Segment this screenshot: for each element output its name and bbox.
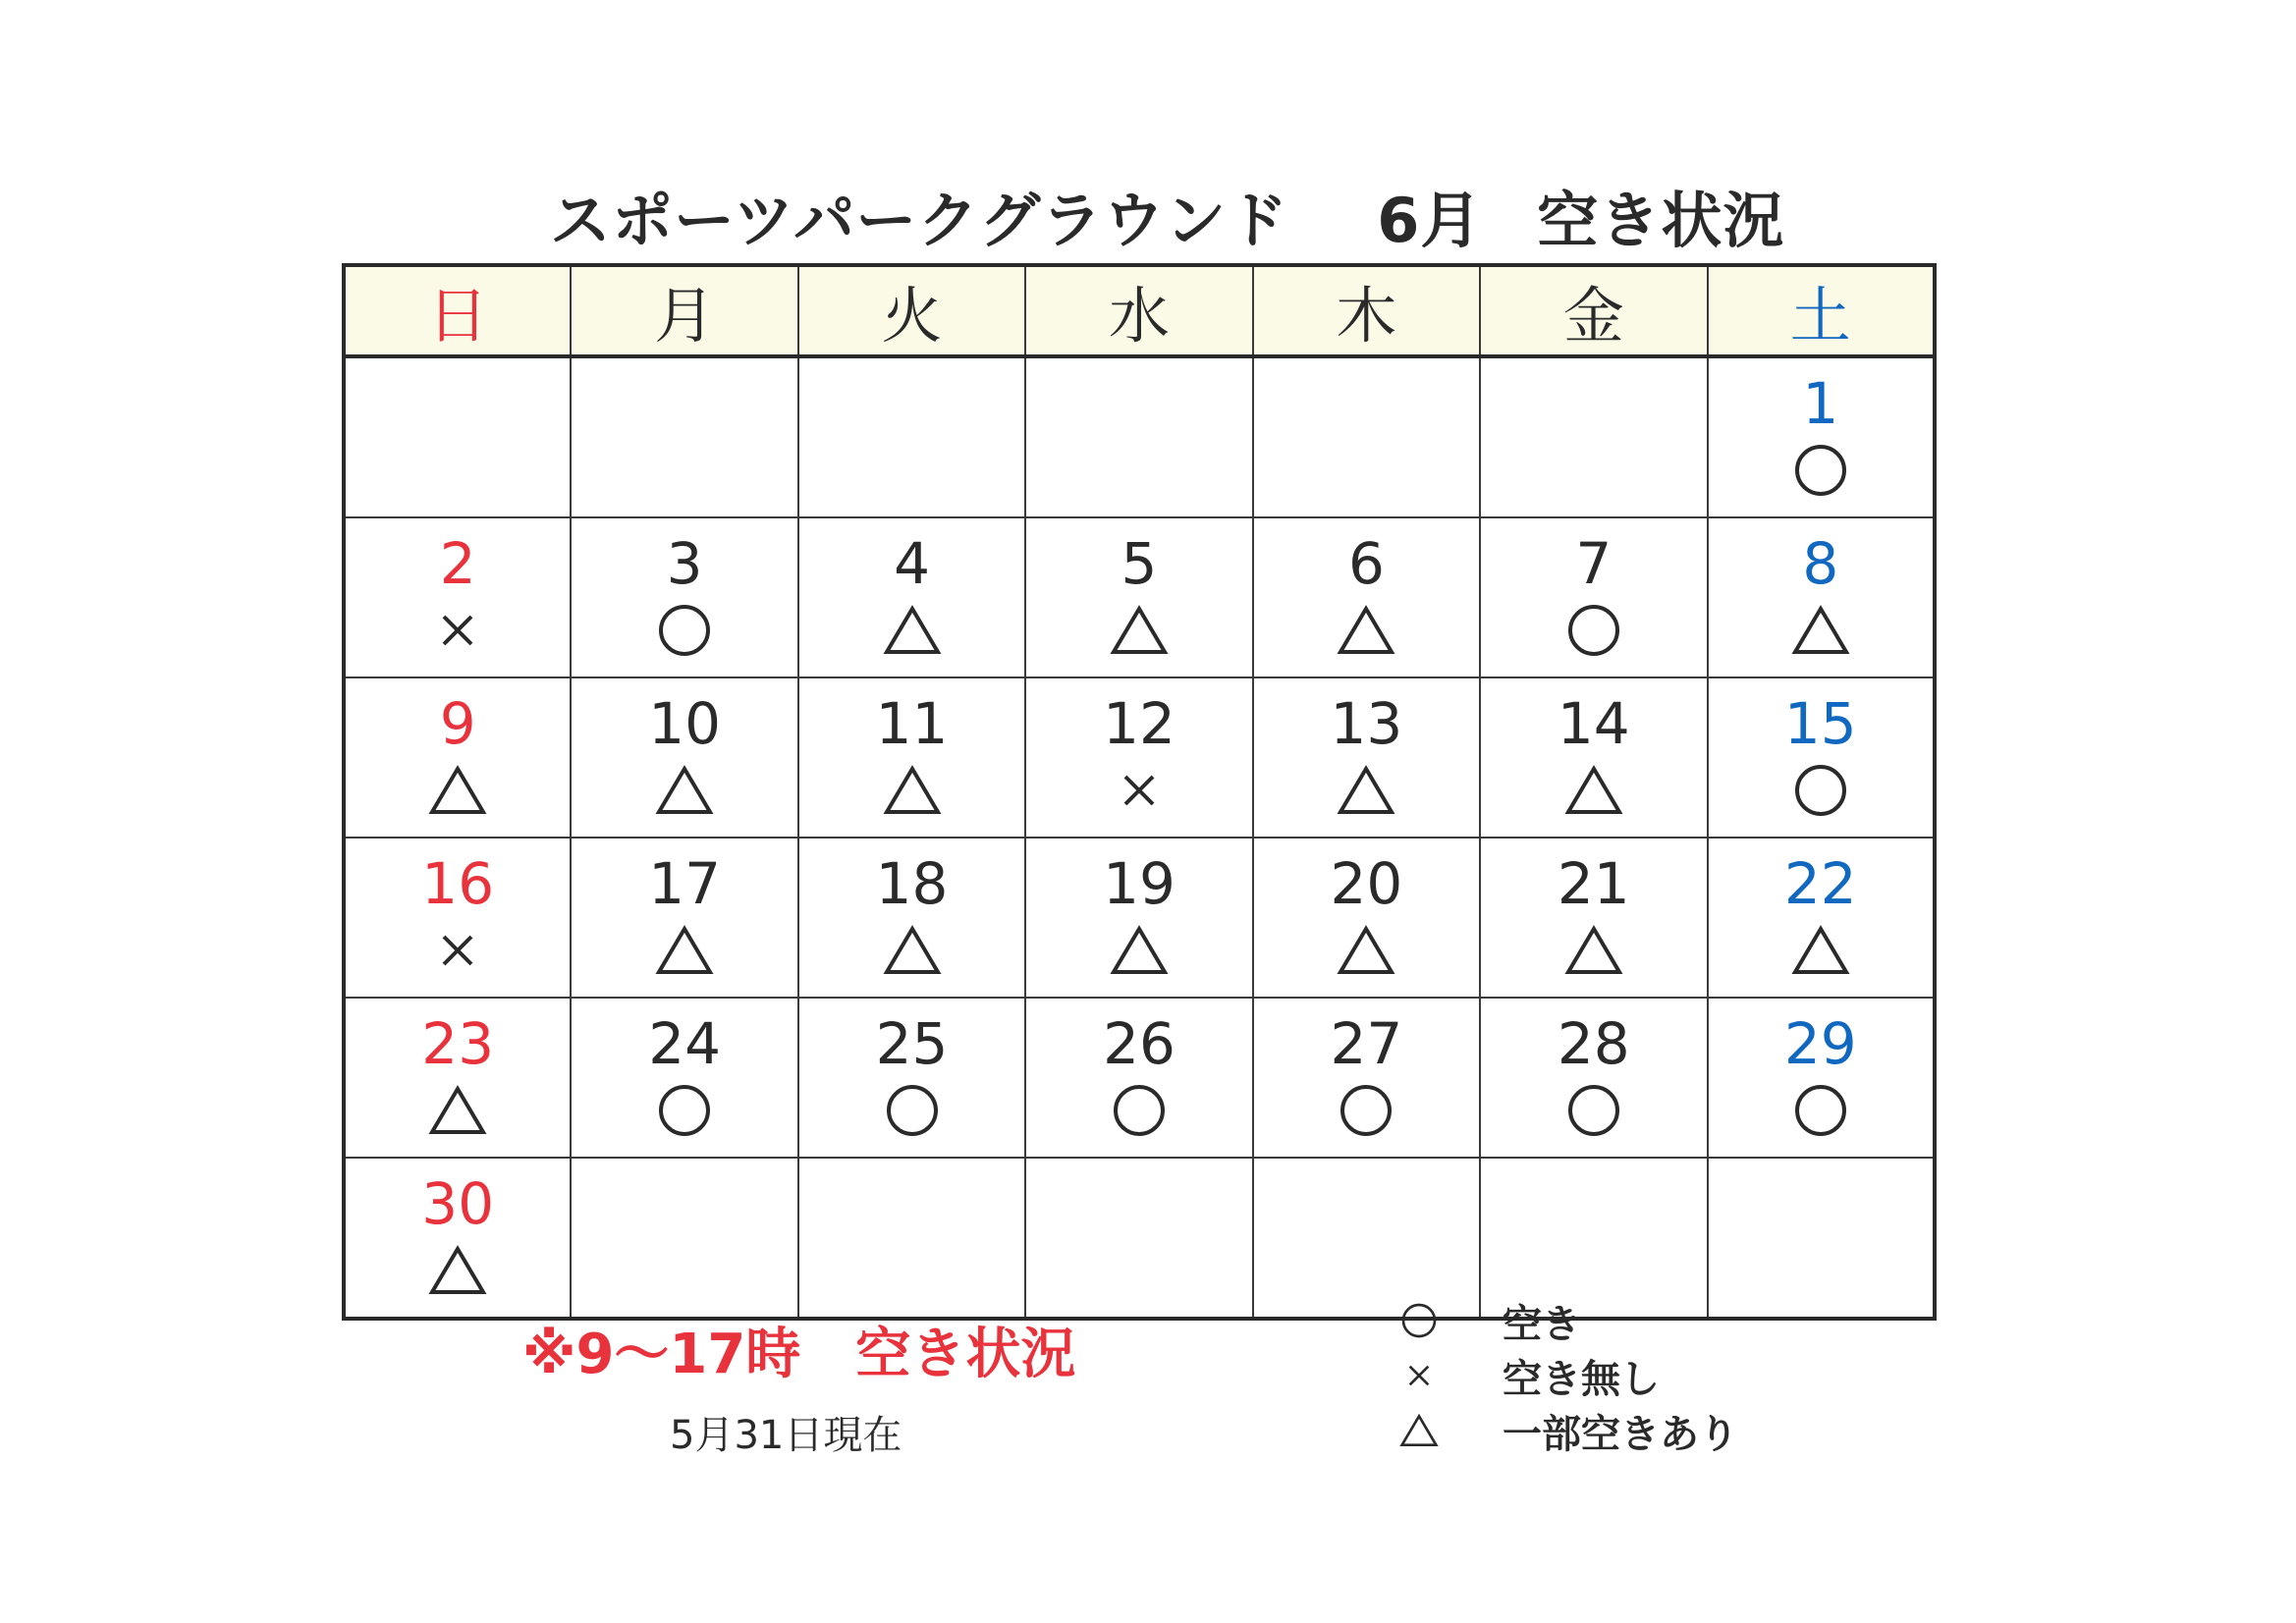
day-number: 5 xyxy=(1121,530,1158,597)
calendar-week-row xyxy=(344,998,1935,1158)
calendar-week-row xyxy=(344,1158,1935,1319)
day-number: 6 xyxy=(1347,530,1385,597)
calendar-week-row xyxy=(344,677,1935,838)
triangle-icon xyxy=(428,1241,487,1300)
circle-icon xyxy=(1564,601,1623,660)
calendar-empty-cell xyxy=(1025,1158,1252,1319)
calendar-day-cell xyxy=(1025,517,1252,677)
triangle-icon xyxy=(1399,1411,1439,1450)
day-number: 16 xyxy=(421,850,495,917)
circle-icon xyxy=(1791,1081,1850,1140)
day-number: 17 xyxy=(648,850,722,917)
calendar-day-cell xyxy=(1480,677,1707,838)
weekday-header: 木 xyxy=(1253,265,1480,356)
calendar-day-cell xyxy=(1253,677,1480,838)
calendar-empty-cell xyxy=(1025,356,1252,517)
circle-icon xyxy=(655,1081,714,1140)
triangle-icon xyxy=(1564,921,1623,980)
day-number: 15 xyxy=(1783,690,1857,757)
calendar-day-cell xyxy=(1708,838,1935,998)
circle-icon xyxy=(1337,1081,1395,1140)
triangle-icon xyxy=(1791,921,1850,980)
calendar-day-cell xyxy=(1708,517,1935,677)
triangle-icon xyxy=(428,761,487,820)
calendar-day-cell xyxy=(798,517,1025,677)
calendar-day-cell xyxy=(344,517,571,677)
triangle-icon xyxy=(428,1081,487,1140)
calendar-day-cell xyxy=(1480,998,1707,1158)
calendar-day-cell xyxy=(571,517,797,677)
triangle-icon xyxy=(1337,761,1395,820)
day-number: 23 xyxy=(421,1010,495,1077)
legend-label: 一部空きあり xyxy=(1503,1412,1738,1457)
triangle-icon xyxy=(655,921,714,980)
triangle-icon xyxy=(1110,921,1169,980)
calendar-empty-cell xyxy=(1480,356,1707,517)
day-number: 14 xyxy=(1557,690,1630,757)
day-number: 2 xyxy=(439,530,476,597)
weekday-header: 水 xyxy=(1025,265,1252,356)
calendar-empty-cell xyxy=(344,356,571,517)
calendar-day-cell xyxy=(798,838,1025,998)
calendar-day-cell xyxy=(1480,838,1707,998)
day-number: 20 xyxy=(1330,850,1403,917)
circle-icon xyxy=(1399,1301,1439,1340)
calendar-day-cell xyxy=(344,838,571,998)
calendar-day-cell xyxy=(344,677,571,838)
circle-icon xyxy=(1791,441,1850,500)
day-number: 30 xyxy=(421,1170,495,1237)
calendar-week-row xyxy=(344,838,1935,998)
day-number: 1 xyxy=(1802,370,1839,437)
title-subject: 空き状況 xyxy=(1537,185,1785,256)
calendar-empty-cell xyxy=(571,1158,797,1319)
triangle-icon xyxy=(1791,601,1850,660)
triangle-icon xyxy=(1564,761,1623,820)
legend-label: 空き無し xyxy=(1503,1357,1660,1402)
day-number: 4 xyxy=(894,530,930,597)
day-number: 26 xyxy=(1103,1010,1175,1077)
day-number: 21 xyxy=(1557,850,1630,917)
availability-calendar xyxy=(342,263,1937,1321)
calendar-empty-cell xyxy=(1253,1158,1480,1319)
day-number: 8 xyxy=(1802,530,1839,597)
calendar-empty-cell xyxy=(1708,1158,1935,1319)
calendar-day-cell xyxy=(1708,356,1935,517)
day-number: 27 xyxy=(1330,1010,1403,1077)
calendar-day-cell xyxy=(798,677,1025,838)
circle-icon xyxy=(655,601,714,660)
calendar-day-cell xyxy=(571,998,797,1158)
calendar-week-row xyxy=(344,356,1935,517)
triangle-icon xyxy=(883,761,942,820)
calendar-day-cell xyxy=(1708,677,1935,838)
calendar-day-cell xyxy=(798,998,1025,1158)
circle-icon xyxy=(1110,1081,1169,1140)
legend-label: 空き xyxy=(1503,1302,1581,1347)
circle-icon xyxy=(883,1081,942,1140)
as-of-date: 5月31日現在 xyxy=(670,1413,902,1458)
calendar-week-row xyxy=(344,517,1935,677)
day-number: 19 xyxy=(1103,850,1175,917)
circle-icon xyxy=(1791,761,1850,820)
day-number: 10 xyxy=(648,690,722,757)
day-number: 12 xyxy=(1103,690,1175,757)
day-number: 13 xyxy=(1330,690,1403,757)
triangle-icon xyxy=(1337,921,1395,980)
triangle-icon xyxy=(1337,601,1395,660)
triangle-icon xyxy=(655,761,714,820)
calendar-day-cell xyxy=(344,998,571,1158)
triangle-icon xyxy=(1110,601,1169,660)
calendar-day-cell xyxy=(1253,517,1480,677)
calendar-empty-cell xyxy=(798,356,1025,517)
cross-icon xyxy=(1110,761,1169,820)
calendar-day-cell xyxy=(1253,998,1480,1158)
month-label: 6月 xyxy=(1377,185,1483,256)
calendar-day-cell xyxy=(344,1158,571,1319)
day-number: 28 xyxy=(1557,1010,1630,1077)
cross-icon xyxy=(428,921,487,980)
weekday-header-row xyxy=(344,265,1935,356)
day-number: 7 xyxy=(1575,530,1613,597)
calendar-day-cell xyxy=(571,838,797,998)
triangle-icon xyxy=(883,601,942,660)
calendar-day-cell xyxy=(1253,838,1480,998)
page-title xyxy=(550,172,1785,256)
day-number: 24 xyxy=(648,1010,722,1077)
calendar-day-cell xyxy=(1025,838,1252,998)
calendar-empty-cell xyxy=(1253,356,1480,517)
cross-icon xyxy=(1399,1356,1439,1395)
day-number: 22 xyxy=(1783,850,1857,917)
day-number: 18 xyxy=(875,850,949,917)
day-number: 11 xyxy=(875,690,949,757)
calendar-day-cell xyxy=(1708,998,1935,1158)
weekday-header: 火 xyxy=(798,265,1025,356)
calendar-day-cell xyxy=(1025,677,1252,838)
day-number: 3 xyxy=(666,530,703,597)
day-number: 9 xyxy=(439,690,476,757)
day-number: 25 xyxy=(875,1010,949,1077)
facility-name: スポーツパークグラウンド xyxy=(550,185,1289,256)
calendar-empty-cell xyxy=(798,1158,1025,1319)
hours-note: ※9～17時 空き状況 xyxy=(522,1323,1076,1386)
weekday-header: 金 xyxy=(1480,265,1707,356)
calendar-day-cell xyxy=(1025,998,1252,1158)
calendar-empty-cell xyxy=(571,356,797,517)
cross-icon xyxy=(428,601,487,660)
day-number: 29 xyxy=(1783,1010,1857,1077)
calendar-day-cell xyxy=(571,677,797,838)
weekday-header: 月 xyxy=(571,265,797,356)
calendar-day-cell xyxy=(1480,517,1707,677)
circle-icon xyxy=(1564,1081,1623,1140)
weekday-header: 土 xyxy=(1708,265,1935,356)
weekday-header: 日 xyxy=(344,265,571,356)
triangle-icon xyxy=(883,921,942,980)
